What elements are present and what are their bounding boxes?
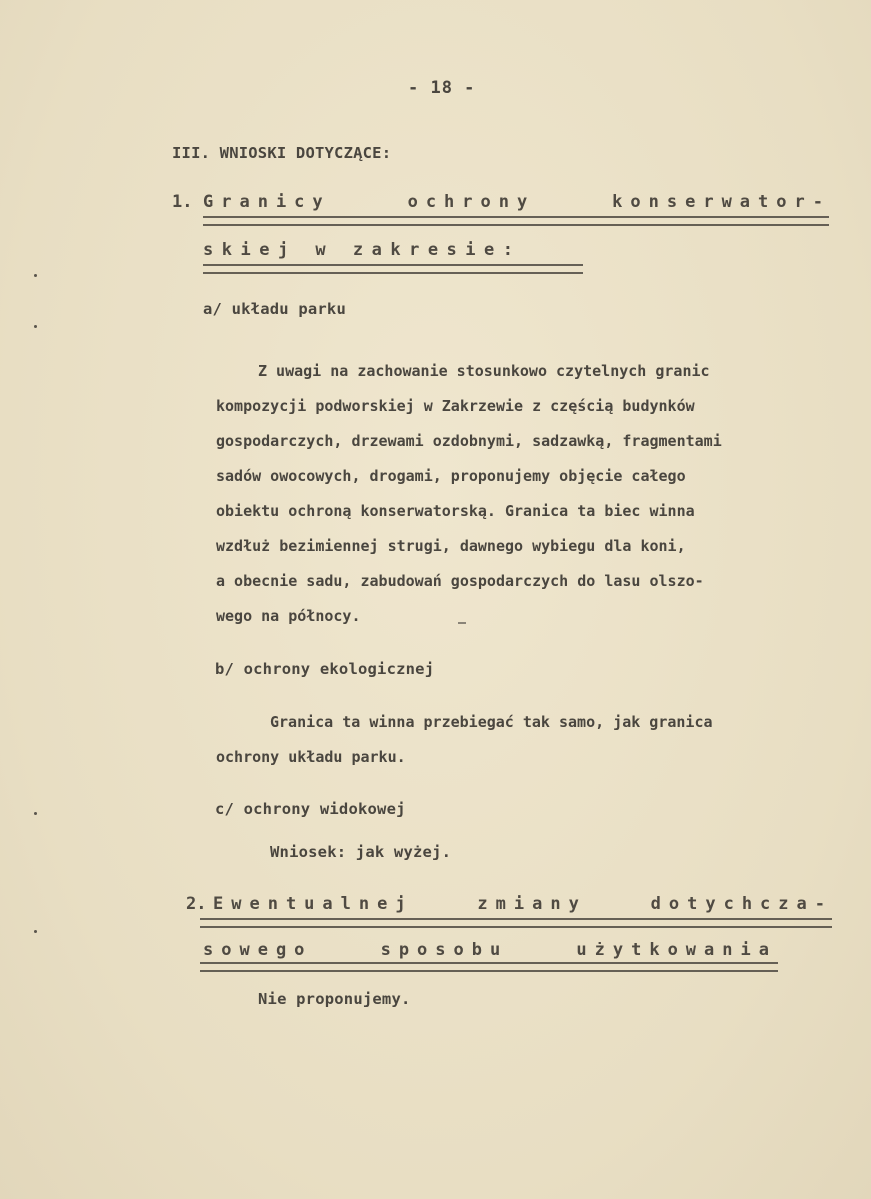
paragraph-line: Granica ta winna przebiegać tak samo, jak granica — [270, 713, 713, 731]
item-1-number: 1. — [172, 192, 193, 212]
section-heading: III. WNIOSKI DOTYCZĄCE: — [172, 144, 392, 162]
paragraph-line: sadów owocowych, drogami, proponujemy objęcie całego — [216, 467, 686, 485]
paragraph-line: kompozycji podworskiej w Zakrzewie z częścią budynków — [216, 397, 695, 415]
item-1-title-line-2: skiej w zakresie: — [203, 240, 522, 260]
sub-b-label: b/ ochrony ekologicznej — [215, 660, 435, 678]
paragraph-line: wego na północy. — [216, 607, 361, 625]
paragraph-line: gospodarczych, drzewami ozdobnymi, sadzawką, fragmentami — [216, 432, 722, 450]
item-1-underline-2 — [203, 264, 583, 274]
item-1-title-word: Granicy — [203, 192, 331, 212]
item-2-title-word: dotychcza- — [650, 894, 833, 914]
sub-b-paragraph — [216, 705, 713, 775]
sub-c-label: c/ ochrony widokowej — [215, 800, 406, 818]
item-2-underline-1 — [200, 918, 832, 928]
margin-mark — [34, 812, 37, 815]
paragraph-line: a obecnie sadu, zabudowań gospodarczych do lasu olszo- — [216, 572, 704, 590]
item-1-underline-1 — [203, 216, 829, 226]
paragraph-line: Z uwagi na zachowanie stosunkowo czytelnych granic — [258, 362, 710, 380]
item-2-number: 2. — [186, 894, 207, 914]
sub-a-paragraph — [216, 354, 722, 634]
item-1-title-line-1 — [203, 192, 831, 212]
item-1-title-word: ochrony — [407, 192, 536, 212]
item-2-title-word: sposobu — [380, 940, 509, 960]
stray-dash — [458, 622, 466, 624]
page-number: - 18 - — [408, 78, 476, 98]
item-2-title-line-1 — [213, 894, 833, 914]
paragraph-line: wzdłuż bezimiennej strugi, dawnego wybiegu dla koni, — [216, 537, 686, 555]
margin-mark — [34, 325, 37, 328]
item-2-title-word: użytkowania — [576, 940, 777, 960]
item-2-title-word: zmiany — [477, 894, 587, 914]
margin-mark — [34, 930, 37, 933]
sub-a-label: a/ układu parku — [203, 300, 346, 318]
sub-c-conclusion: Wniosek: jak wyżej. — [270, 843, 452, 861]
item-2-title-word: sowego — [203, 940, 313, 960]
paragraph-line: obiektu ochroną konserwatorską. Granica ta biec winna — [216, 502, 695, 520]
paragraph-line: ochrony układu parku. — [216, 748, 406, 766]
item-2-text: Nie proponujemy. — [258, 990, 411, 1008]
margin-mark — [34, 274, 37, 277]
item-2-title-line-2 — [203, 940, 777, 960]
item-2-title-word: Ewentualnej — [213, 894, 414, 914]
item-1-title-word: konserwator- — [612, 192, 831, 212]
item-2-underline-2 — [200, 962, 778, 972]
